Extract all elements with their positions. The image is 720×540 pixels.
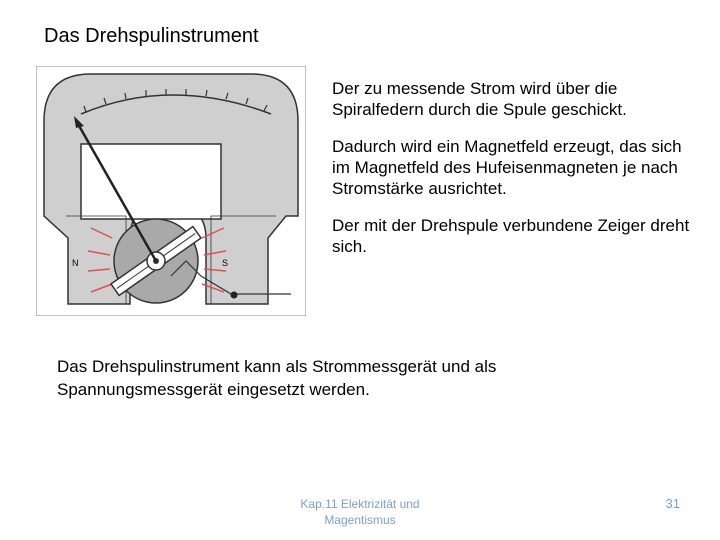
slide-footer: Kap.11 Elektrizität und Magentismus	[300, 497, 420, 527]
bullet-item: Dadurch wird ein Magnetfeld erzeugt, das sich im Magnetfeld des Hufeisenmagneten je nach Stromstärke ausrichtet.	[332, 137, 682, 198]
bullet-item: Der mit der Drehspule verbundene Zeiger dreht sich.	[332, 216, 690, 256]
bullet-item: Der zu messende Strom wird über die Spiralfedern durch die Spule geschickt.	[332, 79, 627, 119]
slide-title: Das Drehspulinstrument	[44, 25, 259, 47]
bullet-list	[332, 78, 702, 273]
page-number: 31	[665, 496, 680, 511]
south-pole-label: S	[222, 258, 229, 268]
moving-coil-instrument-diagram	[36, 66, 306, 316]
north-pole-label: N	[72, 258, 79, 268]
summary-text: Das Drehspulinstrument kann als Strommessgerät und als Spannungsmessgerät eingesetzt werden.	[57, 357, 497, 399]
